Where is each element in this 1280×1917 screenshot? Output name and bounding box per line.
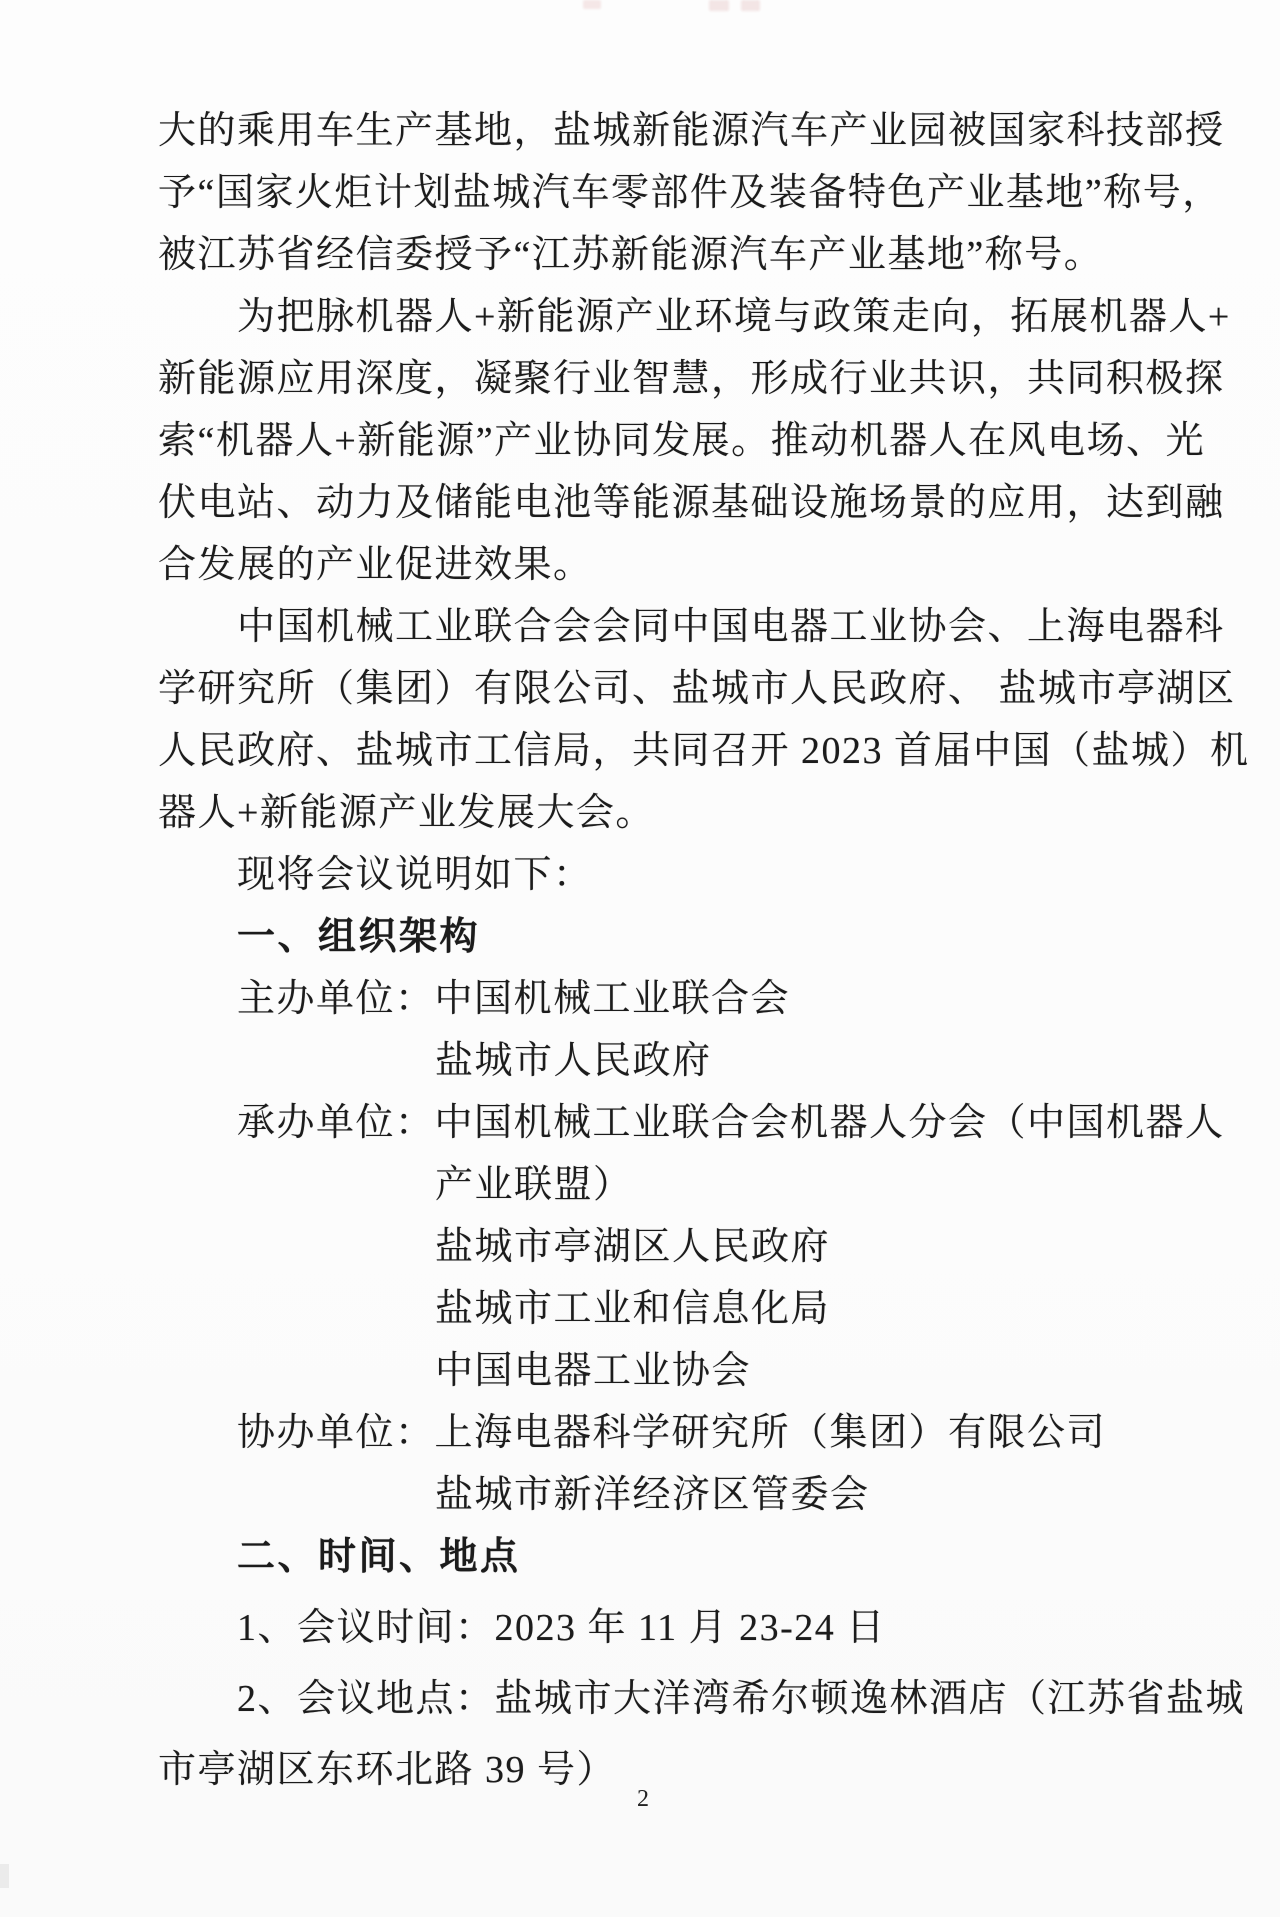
document-line: 被江苏省经信委授予“江苏新能源汽车产业基地”称号。 [158,234,1104,276]
document-line: 学研究所（集团）有限公司、盐城市人民政府、 盐城市亭湖区 [158,668,1236,710]
organizer-units-line: 承办单位：中国机械工业联合会机器人分会（中国机器人 [237,1102,1225,1144]
scan-edge-speck [0,1864,9,1888]
document-line: 新能源应用深度，凝聚行业智慧，形成行业共识，共同积极探 [158,358,1225,400]
meeting-location-line: 市亭湖区东环北路 39 号） [158,1749,617,1791]
document-line: 人民政府、盐城市工信局，共同召开 2023 首届中国（盐城）机 [158,730,1250,772]
document-line: 大的乘用车生产基地，盐城新能源汽车产业园被国家科技部授 [158,110,1225,152]
document-line: 索“机器人+新能源”产业协同发展。推动机器人在风电场、光 [158,420,1206,462]
section-heading-time-location: 二、时间、地点 [237,1536,521,1578]
co-organizer-units-line: 盐城市新洋经济区管委会 [435,1474,870,1516]
letterhead-remnant-mark [741,0,760,11]
document-line: 伏电站、动力及储能电池等能源基础设施场景的应用，达到融 [158,482,1225,524]
document-line: 器人+新能源产业发展大会。 [158,792,655,834]
letterhead-remnant-mark [709,0,729,11]
section-heading-organization: 一、组织架构 [237,916,481,958]
document-line: 合发展的产业促进效果。 [158,544,593,586]
organizer-units-line: 中国电器工业协会 [435,1350,752,1392]
document-line: 中国机械工业联合会会同中国电器工业协会、上海电器科 [237,606,1225,648]
meeting-location-line: 2、会议地点：盐城市大洋湾希尔顿逸林酒店（江苏省盐城 [237,1678,1246,1720]
document-line: 为把脉机器人+新能源产业环境与政策走向，拓展机器人+ [237,296,1231,338]
meeting-time-line: 1、会议时间：2023 年 11 月 23-24 日 [237,1607,886,1649]
document-line: 予“国家火炬计划盐城汽车零部件及装备特色产业基地”称号， [158,172,1222,214]
organizer-units-line: 产业联盟） [435,1164,633,1206]
organizer-units-line: 盐城市工业和信息化局 [435,1288,831,1330]
organizer-units-line: 盐城市亭湖区人民政府 [435,1226,831,1268]
co-organizer-units-line: 协办单位：上海电器科学研究所（集团）有限公司 [237,1412,1107,1454]
letterhead-remnant-mark [583,0,601,9]
document-body [158,100,1262,1801]
host-units-line: 盐城市人民政府 [435,1040,712,1082]
meeting-notes-intro: 现将会议说明如下： [237,854,593,896]
host-units-line: 主办单位：中国机械工业联合会 [237,978,791,1020]
page-number: 2 [637,1786,649,1812]
